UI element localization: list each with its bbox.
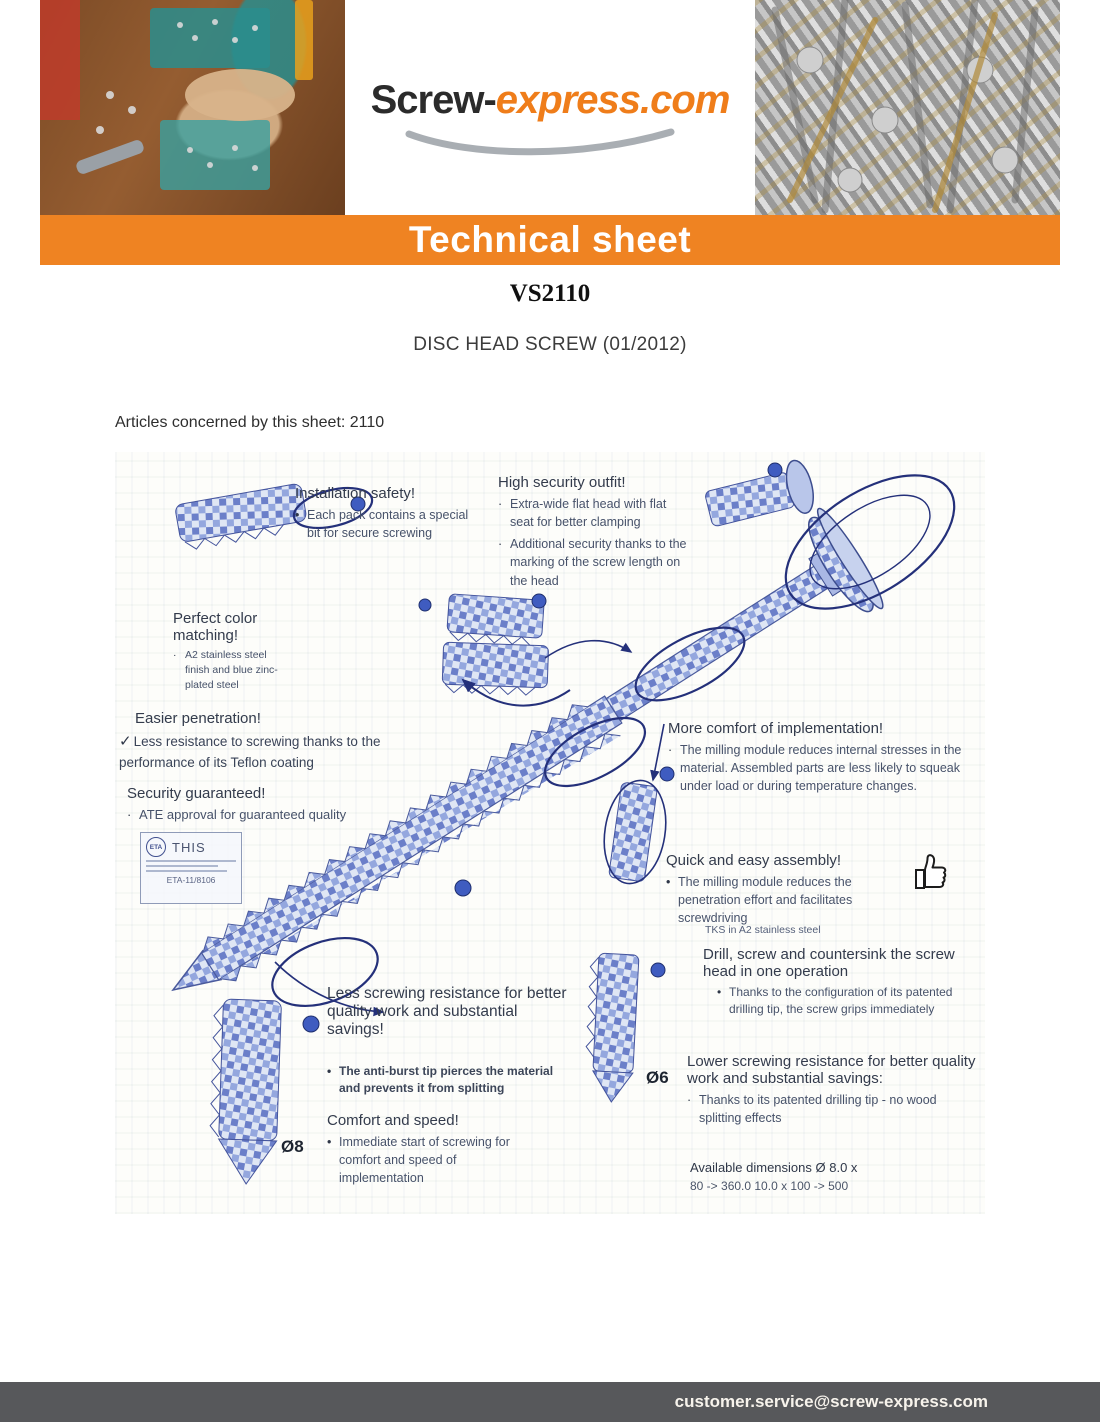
dimensions-line1: Available dimensions Ø 8.0 x [690,1160,858,1175]
screw-fragment-top-right-head [702,458,818,536]
annotation-title: Easier penetration! [135,710,261,727]
annotation-quick-assembly [666,852,916,927]
diameter-label-d8: Ø8 [281,1137,304,1156]
annotation-bullet: • The anti-burst tip pierces the material and prevents it from splitting [327,1063,577,1098]
annotation-lower-resistance [687,1053,977,1127]
thumbs-up-icon [913,850,953,894]
annotation-less-resistance [327,985,577,1098]
dimensions-line2: 80 -> 360.0 10.0 x 100 -> 500 [690,1179,849,1193]
eta-logo-icon: ETA [146,837,166,857]
annotation-more-comfort [668,720,968,795]
screw-fragment-mid-b [442,642,549,696]
annotation-high-security [498,474,693,590]
header-photo-workbench [40,0,345,215]
annotation-title: Less screwing resistance for better quality work and substantial savings! [327,985,567,1038]
annotation-bullet: · A2 stainless steel finish and blue zinc-plated steel [173,648,288,694]
annotation-title: Comfort and speed! [327,1112,459,1129]
annotation-title: Perfect color matching! [173,610,258,644]
screw-fragment-bottom-left [208,999,281,1185]
annotation-bullet: · Extra-wide flat head with flat seat for better clamping [498,495,693,531]
annotation-title: More comfort of implementation! [668,720,884,737]
eta-certificate-badge [140,832,242,904]
footer-email[interactable]: customer.service@screw-express.com [674,1392,988,1411]
annotation-comfort-speed [327,1112,532,1187]
annotation-title: Lower screwing resistance for better quality work and substantial savings: [687,1053,976,1087]
screw-fragment-bottom-mid [583,953,639,1103]
annotation-dimensions [690,1160,950,1193]
workbench-photo-abstract [40,0,345,215]
annotation-tks-note: TKS in A2 stainless steel [705,924,821,936]
annotation-bullet [119,731,394,772]
eta-badge-lines [146,860,236,872]
diameter-label-d6: Ø6 [646,1068,669,1087]
annotation-bullet: • Thanks to the configuration of its patented drilling tip, the screw grips immediately [717,984,988,1019]
annotation-bullet: · ATE approval for guaranteed quality [127,806,377,825]
product-code: VS2110 [509,280,591,307]
product-title: DISC HEAD SCREW (01/2012) [413,334,687,355]
annotation-drill-screw [703,946,988,1019]
header-photo-screws [755,0,1060,215]
logo-swoosh-icon [403,128,683,162]
brand-logo-suffix: express.com [495,78,730,122]
illustration-canvas [115,452,985,1214]
brand-logo [345,0,755,215]
eta-badge-text: THIS [172,839,206,855]
annotation-bullet: · Additional security thanks to the marking of the screw length on the head [498,535,693,589]
annotation-bullet: • Immediate start of screwing for comfort and speed of implementation [327,1133,532,1187]
eta-badge-header [146,837,236,857]
articles-line: Articles concerned by this sheet: 2110 [115,414,385,431]
annotation-bullet-text: Less resistance to screwing thanks to the performance of its Teflon coating [119,734,381,770]
annotation-bullet: • The milling module reduces the penetration effort and facilitates screwdriving [666,873,916,927]
brand-logo-prefix: Screw- [370,78,496,122]
annotation-bullet: · The milling module reduces internal stresses in the material. Assembled parts are less likely to squeak under load or during temperature changes. [668,741,968,795]
annotation-easier-penetration [119,710,394,772]
annotation-title: High security outfit! [498,474,626,491]
eta-badge-number: ETA-11/8106 [166,875,216,885]
annotation-bullet: · Thanks to its patented drilling tip - no wood splitting effects [687,1091,977,1127]
annotation-perfect-color [173,610,288,694]
annotation-installation-safety [295,485,480,542]
annotation-title: Security guaranteed! [127,785,266,802]
annotation-security-guaranteed [127,785,377,825]
screw-fragment-top-left [174,483,308,552]
annotation-title: Installation safety! [295,485,416,502]
check-icon: ✓ [119,733,132,750]
footer-bar [0,1382,1100,1422]
annotation-bullet: • Each pack contains a special bit for secure screwing [295,506,480,542]
annotation-title: Drill, screw and countersink the screw head in one operation [703,946,955,980]
banner-title: Technical sheet [40,215,1060,265]
screw-fragment-mid-a [446,594,544,647]
annotation-title: Quick and easy assembly! [666,852,842,869]
brand-logo-text [371,78,730,123]
screw-pile-abstract [755,0,1060,215]
